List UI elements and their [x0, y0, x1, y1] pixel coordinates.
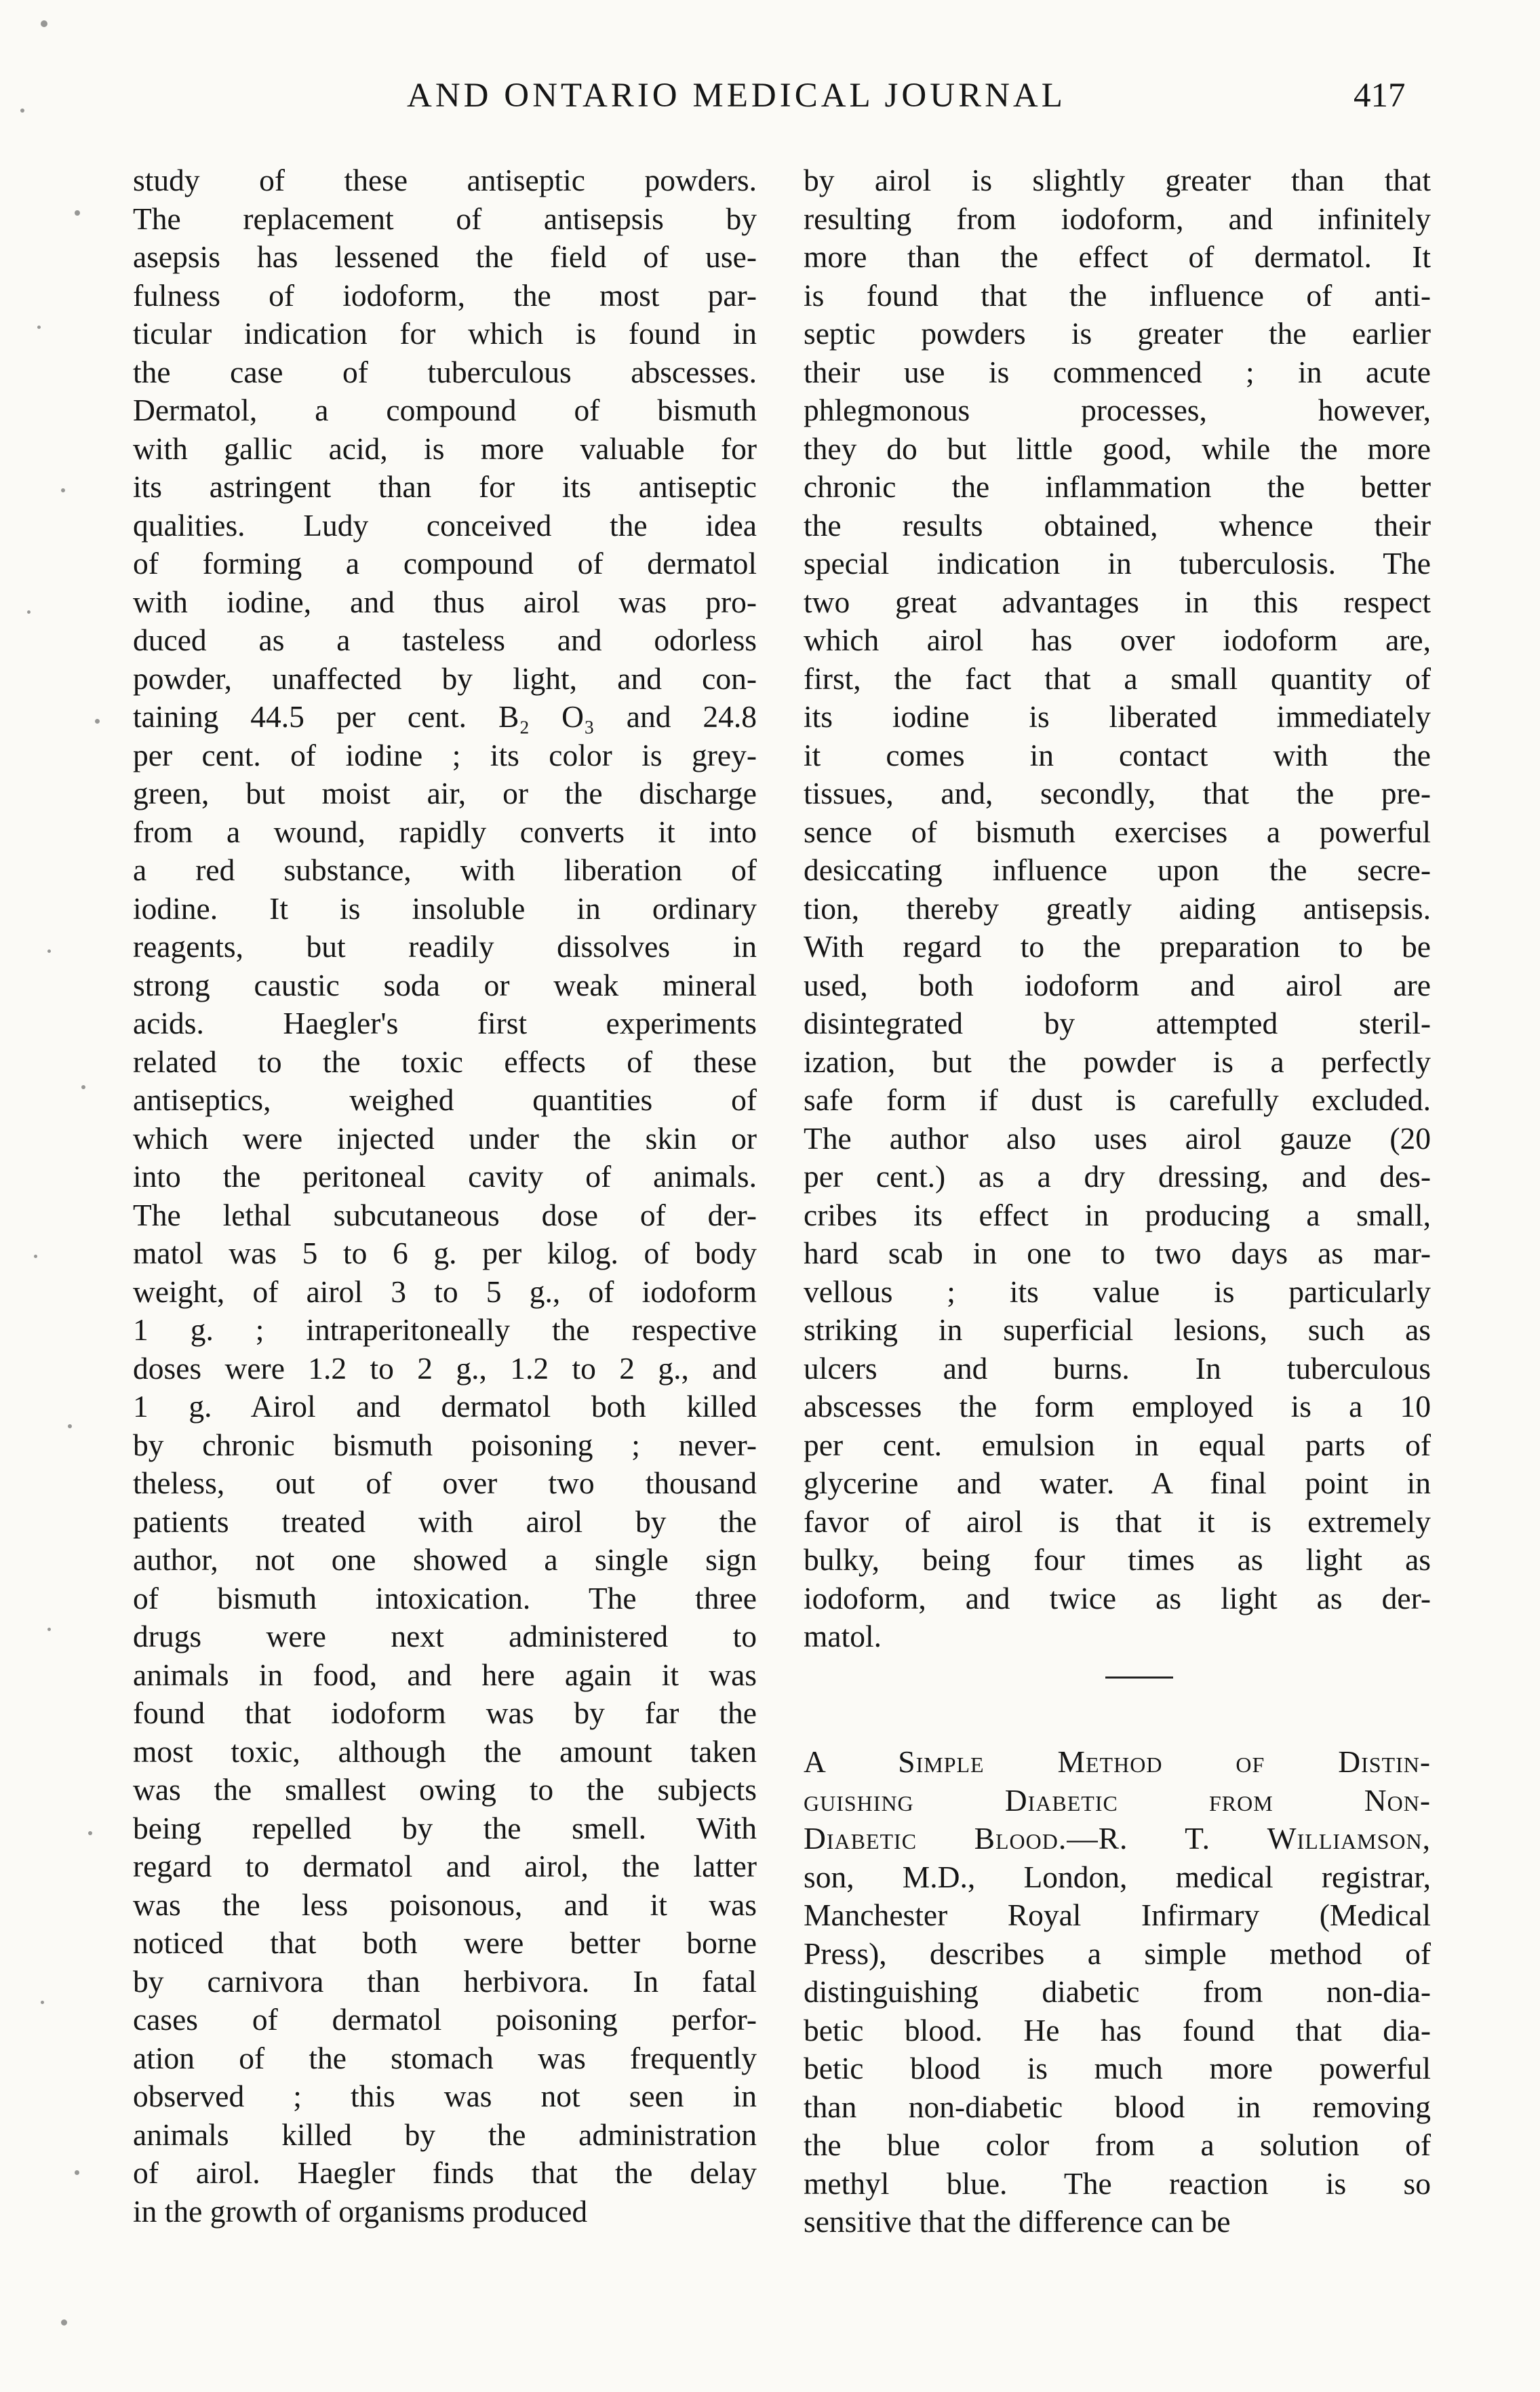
scan-speck — [68, 1424, 72, 1428]
text-line: from a wound, rapidly converts it into — [133, 814, 757, 849]
text-line: first, the fact that a small quantity of — [804, 661, 1431, 696]
text-line: per cent.) as a dry dressing, and des- — [804, 1159, 1431, 1194]
text-line: of forming a compound of dermatol — [133, 546, 757, 581]
text-line: most toxic, although the amount taken — [133, 1733, 757, 1769]
text-line: was the less poisonous, and it was — [133, 1887, 757, 1922]
text-line: doses were 1.2 to 2 g., 1.2 to 2 g., and — [133, 1350, 757, 1386]
text-line: ticular indication for which is found in — [133, 316, 757, 351]
text-line: it comes in contact with the — [804, 737, 1431, 772]
scan-speck — [34, 1255, 37, 1258]
scan-margin-artifacts — [0, 0, 122, 2392]
right-column-article-end — [804, 161, 1431, 1656]
text-line: Press), describes a simple method of — [804, 1936, 1431, 1971]
text-line: animals in food, and here again it was — [133, 1657, 757, 1692]
text-line: betic blood is much more powerful — [804, 2051, 1431, 2085]
text-line: with gallic acid, is more valuable for — [133, 431, 757, 466]
text-line: guishing Diabetic from Non- — [804, 1782, 1431, 1818]
text-line: which were injected under the skin or — [133, 1120, 757, 1156]
text-line: observed ; this was not seen in — [133, 2079, 757, 2113]
page-header — [407, 76, 1540, 130]
text-line: asepsis has lessened the field of use- — [133, 239, 757, 274]
text-line: more than the effect of dermatol. It — [804, 239, 1431, 274]
text-line: sensitive that the difference can be — [804, 2204, 1231, 2239]
text-line: cribes its effect in producing a small, — [804, 1197, 1431, 1232]
text-line: The replacement of antisepsis by — [133, 201, 757, 236]
text-line: septic powders is greater the earlier — [804, 316, 1431, 351]
scan-speck — [37, 326, 41, 329]
scan-speck — [61, 2319, 67, 2326]
text-line: a red substance, with liberation of — [133, 852, 757, 887]
text-line: safe form if dust is carefully excluded. — [804, 1082, 1431, 1117]
text-line: ation of the stomach was frequently — [133, 2040, 757, 2075]
text-line: their use is commenced ; in acute — [804, 354, 1431, 389]
text-line: iodine. It is insoluble in ordinary — [133, 890, 757, 926]
text-line: hard scab in one to two days as mar- — [804, 1236, 1431, 1270]
text-line: regard to dermatol and airol, the latter — [133, 1849, 757, 1883]
text-line: study of these antiseptic powders. — [133, 163, 757, 197]
text-line: by airol is slightly greater than that — [804, 163, 1431, 197]
text-line: with iodine, and thus airol was pro- — [133, 584, 757, 619]
text-line: they do but little good, while the more — [804, 431, 1431, 466]
text-line: is found that the influence of anti- — [804, 277, 1431, 313]
running-title: AND ONTARIO MEDICAL JOURNAL — [407, 77, 1066, 115]
text-line: distinguishing diabetic from non-dia- — [804, 1974, 1431, 2009]
scan-speck — [88, 1831, 92, 1835]
text-line: animals killed by the administration — [133, 2117, 757, 2152]
text-line: Dermatol, a compound of bismuth — [133, 393, 757, 427]
text-line: by chronic bismuth poisoning ; never- — [133, 1427, 757, 1462]
scan-speck — [41, 2001, 44, 2004]
text-line: tion, thereby greatly aiding antisepsis. — [804, 890, 1431, 926]
text-line: Manchester Royal Infirmary (Medical — [804, 1898, 1431, 1932]
text-line: disintegrated by attempted steril- — [804, 1006, 1431, 1040]
text-line: The lethal subcutaneous dose of der- — [133, 1197, 757, 1232]
scan-speck — [81, 1085, 85, 1089]
text-line: in the growth of organisms produced — [133, 2193, 588, 2229]
text-line: The author also uses airol gauze (20 — [804, 1120, 1431, 1156]
text-line: abscesses the form employed is a 10 — [804, 1389, 1431, 1424]
text-line: weight, of airol 3 to 5 g., of iodoform — [133, 1274, 757, 1309]
text-line: duced as a tasteless and odorless — [133, 623, 757, 657]
scan-speck — [75, 210, 80, 216]
text-line: per cent. of iodine ; its color is grey- — [133, 737, 757, 772]
text-line: favor of airol is that it is extremely — [804, 1504, 1431, 1539]
text-line: desiccating influence upon the secre- — [804, 852, 1431, 887]
text-line: theless, out of over two thousand — [133, 1466, 757, 1500]
text-line: its iodine is liberated immediately — [804, 699, 1431, 734]
text-line: methyl blue. The reaction is so — [804, 2165, 1431, 2201]
text-line: powder, unaffected by light, and con- — [133, 661, 757, 696]
text-line: its astringent than for its antiseptic — [133, 469, 757, 504]
text-line: of bismuth intoxication. The three — [133, 1580, 757, 1615]
text-line: used, both iodoform and airol are — [804, 967, 1431, 1002]
text-line: qualities. Ludy conceived the idea — [133, 507, 757, 543]
text-line: the results obtained, whence their — [804, 507, 1431, 543]
text-line: author, not one showed a single sign — [133, 1542, 757, 1577]
text-line: found that iodoform was by far the — [133, 1695, 757, 1730]
right-column-new-article — [804, 1743, 1431, 2241]
text-line: iodoform, and twice as light as der- — [804, 1580, 1431, 1615]
scan-speck — [41, 20, 47, 27]
text-line: two great advantages in this respect — [804, 584, 1431, 619]
text-line: the case of tuberculous abscesses. — [133, 354, 757, 389]
text-line: the blue color from a solution of — [804, 2128, 1431, 2162]
text-line: which airol has over iodoform are, — [804, 623, 1431, 657]
text-line: glycerine and water. A final point in — [804, 1466, 1431, 1500]
scan-speck — [95, 719, 100, 724]
scan-speck — [27, 610, 31, 614]
text-line: per cent. emulsion in equal parts of — [804, 1427, 1431, 1462]
scan-speck — [47, 1628, 51, 1631]
text-line: betic blood. He has found that dia- — [804, 2012, 1431, 2047]
text-line: ization, but the powder is a perfectly — [804, 1044, 1431, 1079]
text-line: resulting from iodoform, and infinitely — [804, 201, 1431, 236]
text-line: phlegmonous processes, however, — [804, 393, 1431, 427]
text-line: drugs were next administered to — [133, 1619, 757, 1653]
text-line: strong caustic soda or weak mineral — [133, 967, 757, 1002]
text-line: patients treated with airol by the — [133, 1504, 757, 1539]
text-line: antiseptics, weighed quantities of — [133, 1082, 757, 1117]
text-line: noticed that both were better borne — [133, 1925, 757, 1960]
text-line: related to the toxic effects of these — [133, 1044, 757, 1079]
text-line: taining 44.5 per cent. B₂ O₃ and 24.8 — [133, 699, 757, 734]
scan-speck — [61, 488, 65, 492]
text-line: acids. Haegler's first experiments — [133, 1006, 757, 1040]
text-line: 1 g. Airol and dermatol both killed — [133, 1389, 757, 1424]
text-line: tissues, and, secondly, that the pre- — [804, 776, 1431, 810]
text-line: special indication in tuberculosis. The — [804, 546, 1431, 581]
page-number: 417 — [1354, 77, 1406, 115]
text-line: by carnivora than herbivora. In fatal — [133, 1963, 757, 1999]
text-line: into the peritoneal cavity of animals. — [133, 1159, 757, 1194]
text-line: son, M.D., London, medical registrar, — [804, 1859, 1431, 1894]
text-line: vellous ; its value is particularly — [804, 1274, 1431, 1309]
text-line: reagents, but readily dissolves in — [133, 929, 757, 964]
text-line: matol. — [804, 1619, 882, 1653]
left-column — [133, 161, 757, 2231]
text-line: fulness of iodoform, the most par- — [133, 277, 757, 313]
text-line: green, but moist air, or the discharge — [133, 776, 757, 810]
text-line: cases of dermatol poisoning perfor- — [133, 2002, 757, 2037]
section-divider — [1105, 1677, 1173, 1679]
text-line: matol was 5 to 6 g. per kilog. of body — [133, 1236, 757, 1270]
text-line: Diabetic Blood.—R. T. Williamson, — [804, 1821, 1431, 1856]
scan-speck — [47, 949, 51, 953]
text-line: striking in superficial lesions, such as — [804, 1312, 1431, 1347]
text-line: sence of bismuth exercises a powerful — [804, 814, 1431, 849]
text-line: ulcers and burns. In tuberculous — [804, 1350, 1431, 1386]
text-line: was the smallest owing to the subjects — [133, 1772, 757, 1807]
text-line: A Simple Method of Distin- — [804, 1744, 1431, 1779]
text-line: being repelled by the smell. With — [133, 1810, 757, 1845]
text-line: With regard to the preparation to be — [804, 929, 1431, 964]
text-line: 1 g. ; intraperitoneally the respective — [133, 1312, 757, 1347]
text-line: of airol. Haegler finds that the delay — [133, 2155, 757, 2190]
text-line: bulky, being four times as light as — [804, 1542, 1431, 1577]
text-line: than non-diabetic blood in removing — [804, 2089, 1431, 2124]
text-line: chronic the inflammation the better — [804, 469, 1431, 504]
scan-speck — [75, 2170, 79, 2175]
scan-speck — [20, 109, 24, 113]
